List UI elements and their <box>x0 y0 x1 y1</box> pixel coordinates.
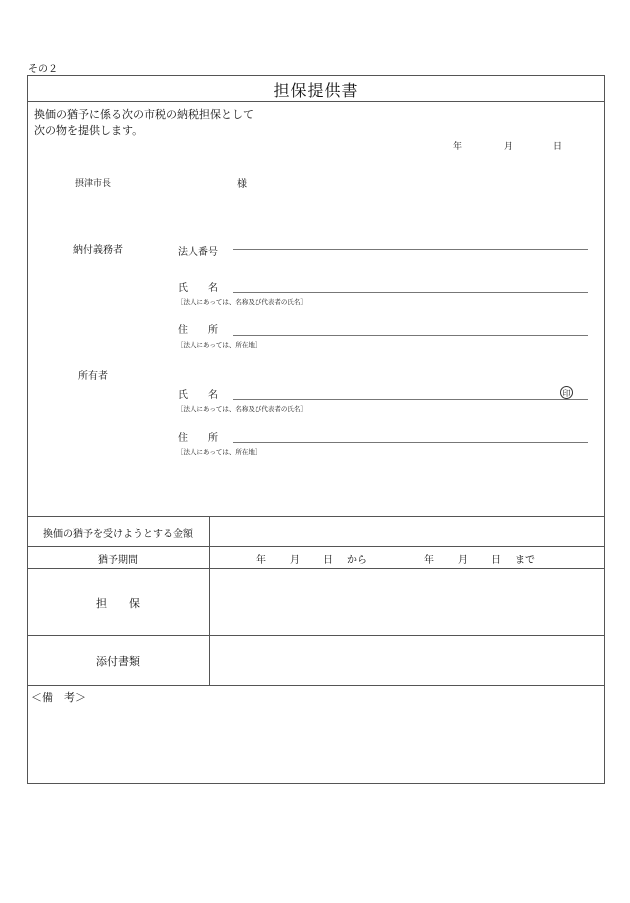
attachments-field[interactable] <box>210 636 604 685</box>
amount-label: 換価の猶予を受けようとする金額 <box>43 529 193 540</box>
period-to-suffix: まで <box>515 555 535 566</box>
corp-number-label: 法人番号 <box>178 247 218 258</box>
table-row-divider <box>27 546 605 547</box>
period-from-year: 年 <box>256 555 266 566</box>
taxpayer-address-field[interactable] <box>233 335 588 336</box>
intro-line-2: 次の物を提供します。 <box>34 124 144 137</box>
amount-field[interactable] <box>210 517 604 546</box>
period-to-year: 年 <box>424 555 434 566</box>
owner-name-label: 氏 名 <box>178 390 218 401</box>
period-from-suffix: から <box>347 555 367 566</box>
owner-heading: 所有者 <box>78 371 108 382</box>
form-number-label: その２ <box>28 64 58 75</box>
corp-number-field[interactable] <box>233 249 588 250</box>
period-to-day: 日 <box>491 555 501 566</box>
period-to-month: 月 <box>458 555 468 566</box>
collateral-label: 担 保 <box>96 597 140 610</box>
date-day-label: 日 <box>553 142 563 152</box>
owner-address-note: ［法人にあっては、所在地］ <box>177 448 262 456</box>
taxpayer-name-label: 氏 名 <box>178 283 218 294</box>
period-from-month: 月 <box>290 555 300 566</box>
owner-name-field[interactable] <box>233 399 588 400</box>
owner-address-field[interactable] <box>233 442 588 443</box>
table-bottom-border <box>27 685 605 686</box>
collateral-field[interactable] <box>210 569 604 635</box>
addressee: 摂津市長 <box>75 179 112 189</box>
remarks-field[interactable] <box>28 706 604 783</box>
taxpayer-address-label: 住 所 <box>178 325 218 336</box>
title-divider <box>27 101 605 102</box>
taxpayer-address-note: ［法人にあっては、所在地］ <box>177 341 262 349</box>
taxpayer-heading: 納付義務者 <box>73 245 123 256</box>
period-label: 猶予期間 <box>98 555 138 566</box>
date-year-label: 年 <box>453 142 463 152</box>
attachments-label: 添付書類 <box>96 655 140 668</box>
owner-name-note: ［法人にあっては、名称及び代表者の氏名］ <box>177 405 307 413</box>
intro-line-1: 換価の猶予に係る次の市税の納税担保として <box>34 108 254 121</box>
remarks-label: ＜備 考＞ <box>31 691 86 704</box>
seal-mark: 印 <box>560 386 573 399</box>
form-title: 担保提供書 <box>273 81 359 100</box>
taxpayer-name-note: ［法人にあっては、名称及び代表者の氏名］ <box>177 298 307 306</box>
date-month-label: 月 <box>504 142 514 152</box>
owner-address-label: 住 所 <box>178 433 218 444</box>
honorific: 様 <box>237 179 247 190</box>
period-from-day: 日 <box>323 555 333 566</box>
taxpayer-name-field[interactable] <box>233 292 588 293</box>
